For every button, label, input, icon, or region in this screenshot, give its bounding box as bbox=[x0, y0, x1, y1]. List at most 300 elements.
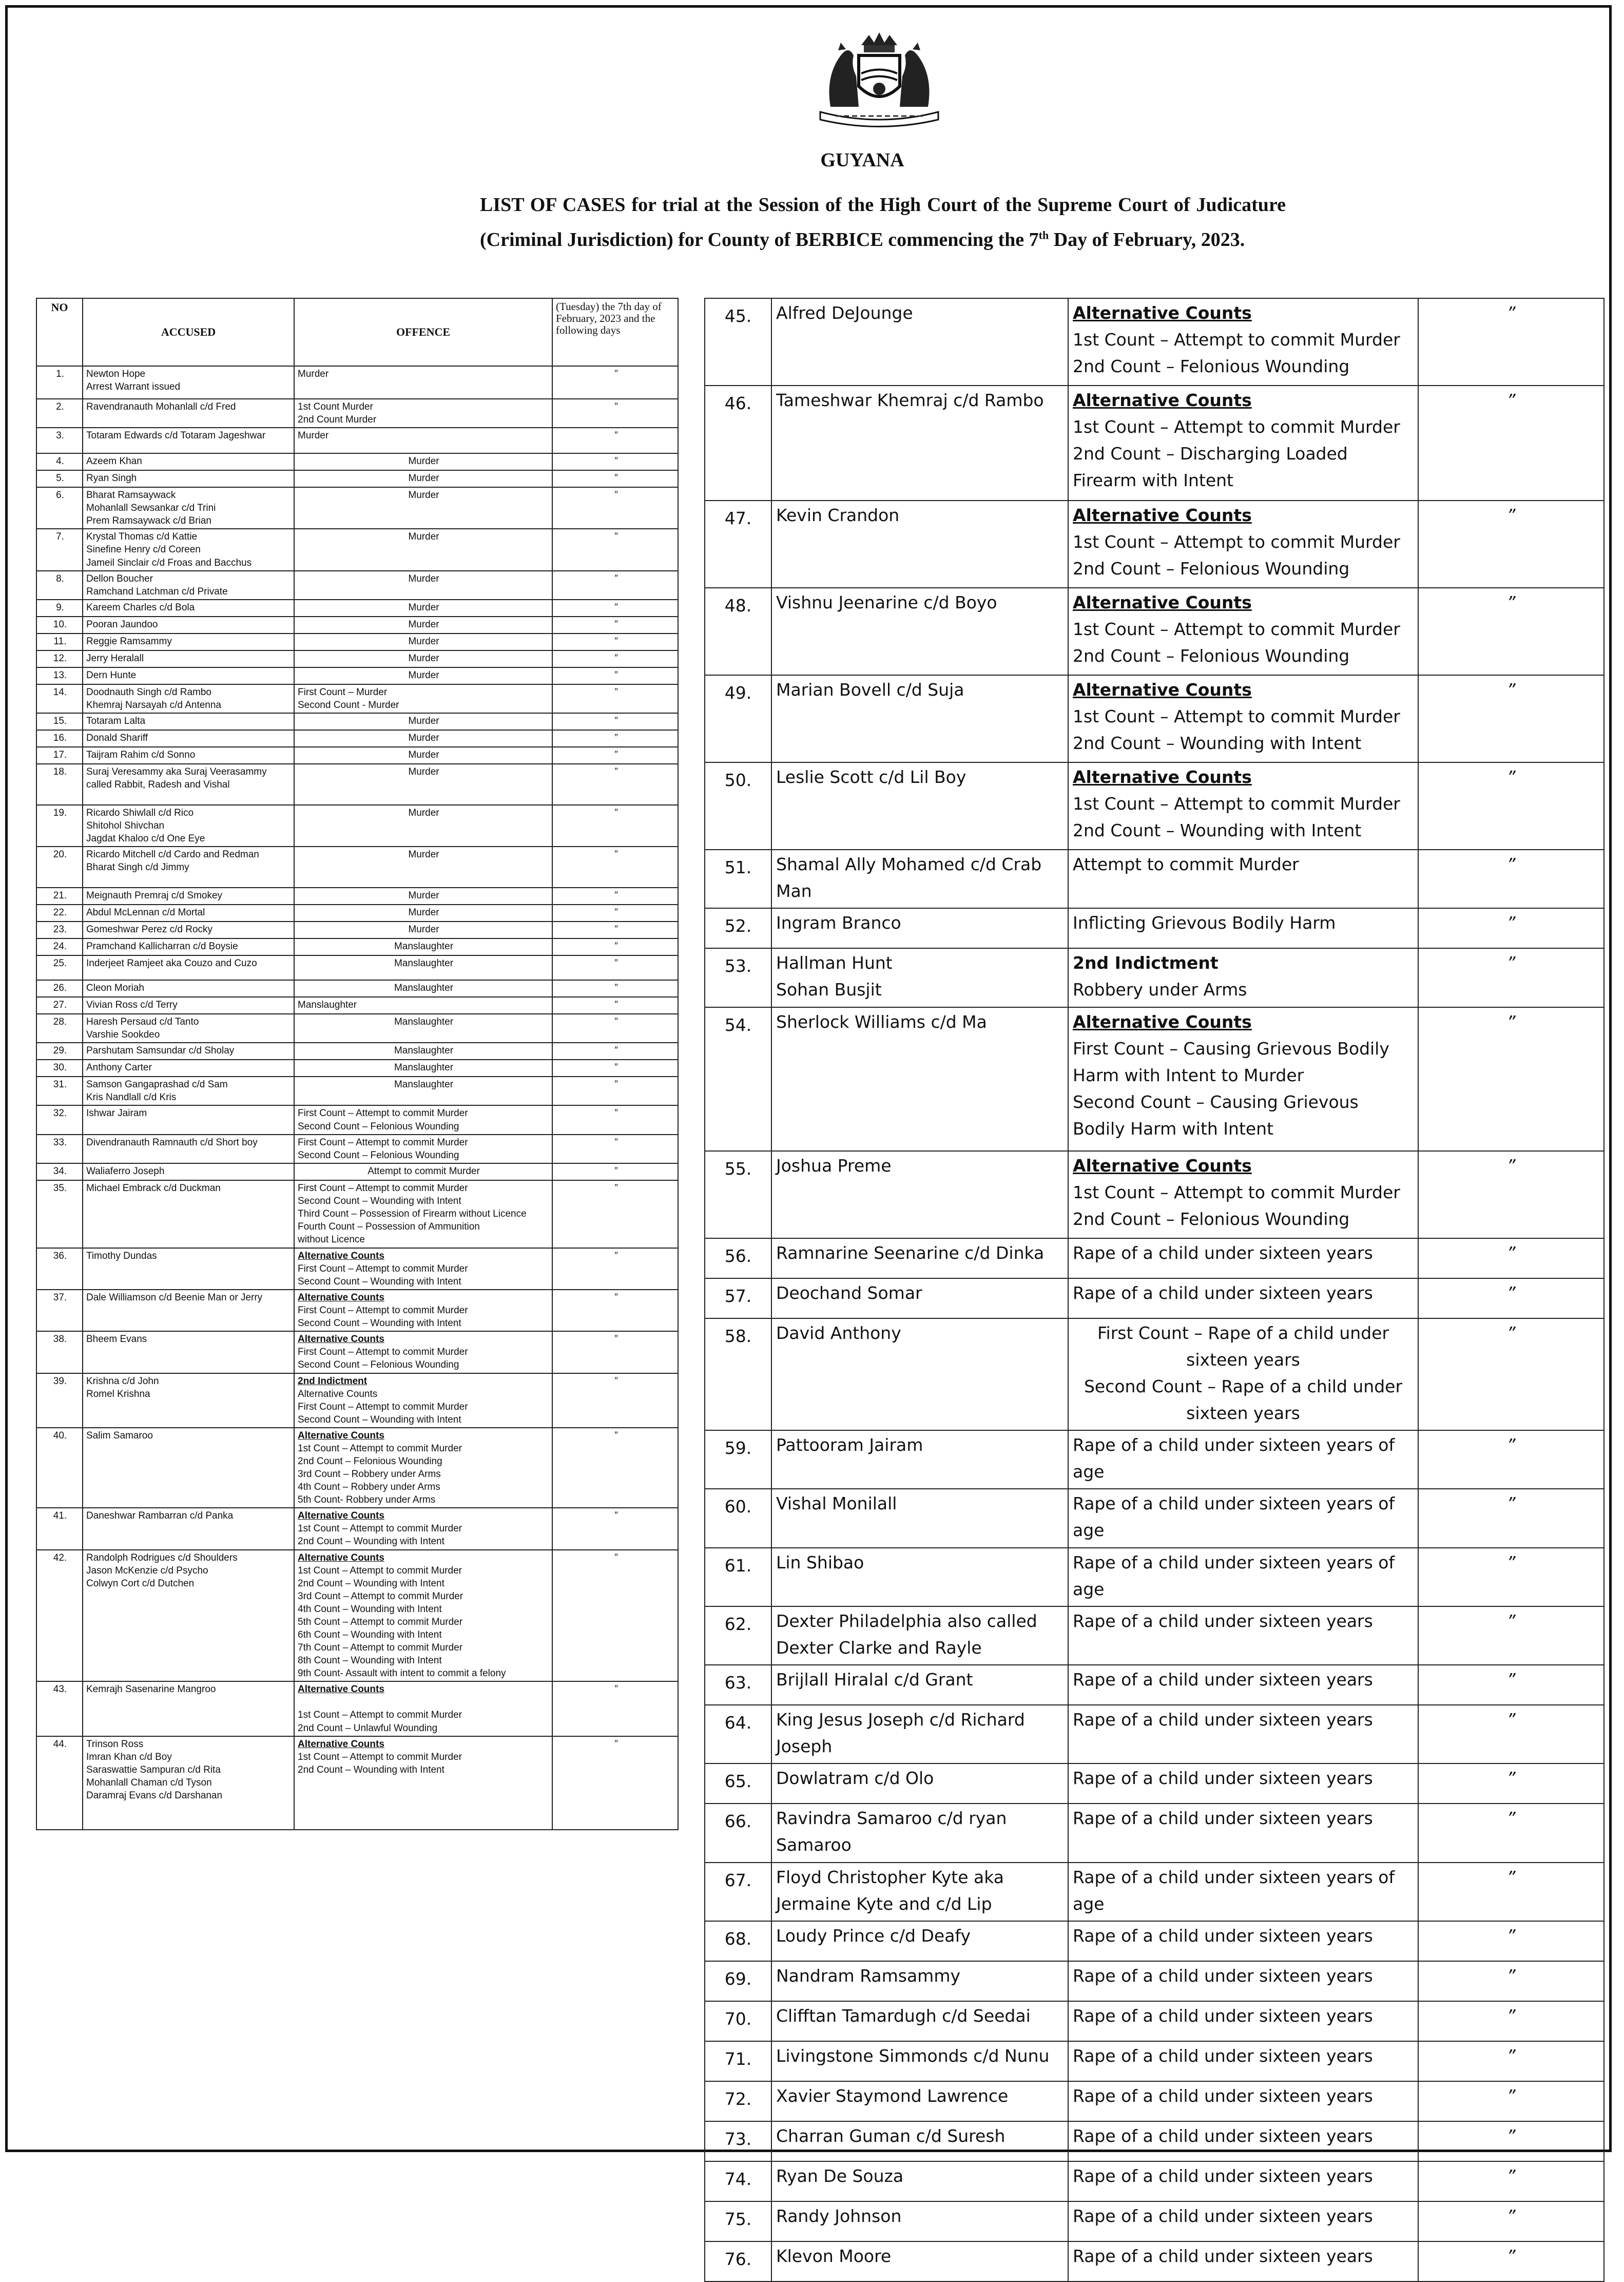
offence-cell bbox=[1068, 2121, 1418, 2161]
offence-cell bbox=[1068, 1548, 1418, 1606]
offence-heading: Alternative Counts bbox=[298, 1684, 384, 1695]
accused-names: Parshutam Samsundar c/d Sholay bbox=[83, 1043, 294, 1060]
case-row bbox=[36, 713, 678, 730]
offence-heading: Alternative Counts bbox=[1073, 505, 1252, 525]
case-row bbox=[705, 2121, 1604, 2161]
case-row bbox=[36, 1290, 678, 1331]
offence-cell bbox=[294, 1135, 552, 1163]
ditto-mark: ” bbox=[1418, 2121, 1604, 2161]
case-number: 22. bbox=[36, 905, 83, 922]
case-row bbox=[705, 588, 1604, 675]
ditto-mark: ” bbox=[552, 730, 678, 747]
offence-cell bbox=[1068, 1151, 1418, 1238]
case-number: 26. bbox=[36, 980, 83, 997]
case-row bbox=[705, 2161, 1604, 2201]
offence-text: Murder bbox=[298, 430, 329, 442]
case-row bbox=[705, 850, 1604, 908]
ditto-mark: ” bbox=[1418, 1763, 1604, 1804]
case-number: 55. bbox=[705, 1151, 771, 1238]
accused-names: Suraj Veresammy aka Suraj Veerasammy called Rabbit, Radesh and Vishal bbox=[83, 764, 294, 805]
accused-names: Inderjeet Ramjeet aka Couzo and Cuzo bbox=[83, 955, 294, 980]
ditto-mark: ” bbox=[1418, 1961, 1604, 2001]
case-row bbox=[36, 747, 678, 764]
offence-text: Murder bbox=[408, 890, 439, 902]
case-number: 13. bbox=[36, 667, 83, 684]
case-number: 14. bbox=[36, 684, 83, 713]
document-title: LIST OF CASES for trial at the Session of the High Court of the Supreme Court of Judicature (Criminal Jurisdiction) for County of BERBICE commencing the 7th Day of February, 2023. bbox=[480, 194, 1286, 251]
offence-heading: Alternative Counts bbox=[298, 1510, 384, 1522]
ditto-mark: ” bbox=[552, 428, 678, 453]
ditto-mark: ” bbox=[1418, 1863, 1604, 1921]
case-number: 17. bbox=[36, 747, 83, 764]
accused-names: Vivian Ross c/d Terry bbox=[83, 997, 294, 1014]
case-row bbox=[705, 2081, 1604, 2121]
offence-cell bbox=[1068, 386, 1418, 501]
ditto-mark: ” bbox=[1418, 1238, 1604, 1278]
case-row bbox=[36, 905, 678, 922]
case-row bbox=[36, 847, 678, 888]
ditto-mark: ” bbox=[1418, 908, 1604, 948]
offence-text: Rape of a child under sixteen years of age bbox=[1073, 1552, 1395, 1599]
accused-names: Ryan De Souza bbox=[771, 2161, 1068, 2201]
case-row bbox=[705, 1151, 1604, 1238]
case-number: 56. bbox=[705, 1238, 771, 1278]
case-row bbox=[705, 1863, 1604, 1921]
ditto-mark: ” bbox=[552, 1290, 678, 1331]
offence-heading: Alternative Counts bbox=[1073, 592, 1252, 612]
case-row bbox=[36, 1331, 678, 1373]
offence-cell bbox=[294, 428, 552, 453]
offence-text: Rape of a child under sixteen years bbox=[1073, 2085, 1373, 2106]
offence-cell bbox=[1068, 1489, 1418, 1547]
offence-cell bbox=[1068, 1763, 1418, 1804]
offence-cell bbox=[294, 1180, 552, 1248]
offence-cell bbox=[1068, 908, 1418, 948]
offence-cell bbox=[294, 938, 552, 955]
offence-cell bbox=[1068, 1278, 1418, 1318]
accused-names: Ingram Branco bbox=[771, 908, 1068, 948]
case-row bbox=[705, 1606, 1604, 1665]
offence-text: 1st Count – Attempt to commit Murder 2nd Count – Wounding with Intent bbox=[1073, 794, 1400, 841]
accused-names: Marian Bovell c/d Suja bbox=[771, 675, 1068, 762]
case-row bbox=[705, 298, 1604, 386]
offence-cell bbox=[1068, 1804, 1418, 1862]
case-row bbox=[36, 1163, 678, 1180]
case-number: 1. bbox=[36, 366, 83, 399]
accused-names: Tameshwar Khemraj c/d Rambo bbox=[771, 386, 1068, 501]
offence-cell bbox=[294, 1060, 552, 1077]
case-row bbox=[36, 1550, 678, 1682]
offence-heading: Alternative Counts bbox=[1073, 767, 1252, 787]
accused-names: Klevon Moore bbox=[771, 2241, 1068, 2281]
accused-names: Pooran Jaundoo bbox=[83, 617, 294, 634]
offence-cell bbox=[1068, 588, 1418, 675]
offence-cell bbox=[294, 1105, 552, 1134]
accused-names: Dale Williamson c/d Beenie Man or Jerry bbox=[83, 1290, 294, 1331]
accused-names: Samson Gangaprashad c/d Sam Kris Nandlall c/d Kris bbox=[83, 1077, 294, 1105]
accused-names: Meignauth Premraj c/d Smokey bbox=[83, 888, 294, 905]
offence-cell bbox=[294, 1508, 552, 1549]
offence-cell bbox=[1068, 1665, 1418, 1705]
accused-names: Dowlatram c/d Olo bbox=[771, 1763, 1068, 1804]
offence-text: Rape of a child under sixteen years bbox=[1073, 1768, 1373, 1789]
ditto-mark: ” bbox=[552, 529, 678, 570]
case-row bbox=[36, 1135, 678, 1163]
accused-names: Krishna c/d John Romel Krishna bbox=[83, 1373, 294, 1428]
offence-text: First Count – Attempt to commit Murder Second Count – Wounding with Intent Third Count – Possession of Firearm without Licence Fourth Count – Possession of Ammunition without Licence bbox=[298, 1182, 527, 1245]
case-row bbox=[705, 1961, 1604, 2001]
case-row bbox=[36, 634, 678, 650]
offence-cell bbox=[294, 1373, 552, 1428]
offence-cell bbox=[1068, 1961, 1418, 2001]
ditto-mark: ” bbox=[1418, 1151, 1604, 1238]
accused-names: Lin Shibao bbox=[771, 1548, 1068, 1606]
accused-names: Bheem Evans bbox=[83, 1331, 294, 1373]
offence-text: Manslaughter bbox=[298, 1000, 357, 1011]
case-number: 45. bbox=[705, 298, 771, 386]
case-number: 20. bbox=[36, 847, 83, 888]
offence-text: First Count – Attempt to commit Murder Second Count – Wounding with Intent bbox=[298, 1305, 468, 1329]
offence-cell bbox=[294, 1428, 552, 1508]
offence-text: 1st Count Murder 2nd Count Murder bbox=[298, 401, 377, 426]
case-row bbox=[36, 1508, 678, 1549]
offence-cell bbox=[294, 650, 552, 667]
case-number: 39. bbox=[36, 1373, 83, 1428]
accused-names: Dellon Boucher Ramchand Latchman c/d Private bbox=[83, 571, 294, 600]
case-row bbox=[705, 1238, 1604, 1278]
case-number: 9. bbox=[36, 600, 83, 617]
case-row bbox=[705, 1705, 1604, 1763]
offence-text: 1st Count – Attempt to commit Murder 2nd Count – Discharging Loaded Firearm with Intent bbox=[1073, 417, 1400, 491]
accused-names: Brijlall Hiralal c/d Grant bbox=[771, 1665, 1068, 1705]
col-header-trial-date: (Tuesday) the 7th day of February, 2023 and the following days bbox=[552, 298, 678, 366]
accused-names: Ramnarine Seenarine c/d Dinka bbox=[771, 1238, 1068, 1278]
ditto-mark: ” bbox=[552, 1135, 678, 1163]
offence-heading: 2nd Indictment bbox=[1073, 953, 1219, 973]
case-number: 42. bbox=[36, 1550, 83, 1682]
offence-text: Murder bbox=[408, 473, 439, 484]
offence-text: Rape of a child under sixteen years bbox=[1073, 1710, 1373, 1730]
case-row bbox=[705, 1548, 1604, 1606]
case-row bbox=[36, 1428, 678, 1508]
offence-cell bbox=[294, 617, 552, 634]
ditto-mark: ” bbox=[552, 1373, 678, 1428]
case-number: 36. bbox=[36, 1248, 83, 1290]
ditto-mark: ” bbox=[552, 713, 678, 730]
country-heading: GUYANA bbox=[820, 149, 904, 171]
ditto-mark: ” bbox=[552, 747, 678, 764]
case-number: 65. bbox=[705, 1763, 771, 1804]
offence-cell bbox=[294, 747, 552, 764]
case-number: 2. bbox=[36, 399, 83, 428]
case-row bbox=[705, 2201, 1604, 2241]
ditto-mark: ” bbox=[1418, 1489, 1604, 1547]
ditto-mark: ” bbox=[552, 617, 678, 634]
ditto-mark: ” bbox=[552, 453, 678, 470]
accused-names: Ricardo Mitchell c/d Cardo and Redman Bharat Singh c/d Jimmy bbox=[83, 847, 294, 888]
ditto-mark: ” bbox=[552, 1248, 678, 1290]
offence-cell bbox=[294, 634, 552, 650]
offence-heading: 2nd Indictment bbox=[298, 1375, 368, 1387]
accused-names: Pramchand Kallicharran c/d Boysie bbox=[83, 938, 294, 955]
offence-cell bbox=[1068, 1921, 1418, 1961]
offence-text: Rape of a child under sixteen years bbox=[1073, 1282, 1373, 1303]
accused-names: Ricardo Shiwlall c/d Rico Shitohol Shivchan Jagdat Khaloo c/d One Eye bbox=[83, 805, 294, 847]
accused-names: Livingstone Simmonds c/d Nunu bbox=[771, 2041, 1068, 2081]
offence-text: First Count – Attempt to commit Murder Second Count – Felonious Wounding bbox=[298, 1137, 468, 1161]
case-number: 11. bbox=[36, 634, 83, 650]
offence-cell bbox=[294, 730, 552, 747]
ditto-mark: ” bbox=[552, 399, 678, 428]
case-number: 62. bbox=[705, 1606, 771, 1665]
offence-cell bbox=[1068, 1705, 1418, 1763]
case-number: 53. bbox=[705, 948, 771, 1007]
case-row bbox=[36, 1180, 678, 1248]
case-number: 70. bbox=[705, 2001, 771, 2041]
case-number: 67. bbox=[705, 1863, 771, 1921]
ditto-mark: ” bbox=[552, 1105, 678, 1134]
offence-text: 1st Count – Attempt to commit Murder 2nd Count – Wounding with Intent bbox=[1073, 706, 1400, 754]
case-number: 54. bbox=[705, 1007, 771, 1151]
offence-cell bbox=[294, 453, 552, 470]
case-number: 50. bbox=[705, 762, 771, 850]
case-number: 41. bbox=[36, 1508, 83, 1549]
ditto-mark: ” bbox=[1418, 588, 1604, 675]
case-row bbox=[36, 399, 678, 428]
case-row bbox=[705, 1007, 1604, 1151]
ditto-mark: ” bbox=[552, 847, 678, 888]
case-row bbox=[705, 1665, 1604, 1705]
ditto-mark: ” bbox=[552, 955, 678, 980]
case-number: 24. bbox=[36, 938, 83, 955]
offence-text: Manslaughter bbox=[394, 983, 454, 994]
accused-names: Ryan Singh bbox=[83, 470, 294, 487]
accused-names: Doodnauth Singh c/d Rambo Khemraj Narsayah c/d Antenna bbox=[83, 684, 294, 713]
case-number: 30. bbox=[36, 1060, 83, 1077]
ditto-mark: ” bbox=[552, 1180, 678, 1248]
case-number: 52. bbox=[705, 908, 771, 948]
ditto-mark: ” bbox=[552, 938, 678, 955]
offence-text: First Count – Attempt to commit Murder Second Count – Felonious Wounding bbox=[298, 1347, 468, 1371]
accused-names: Anthony Carter bbox=[83, 1060, 294, 1077]
case-number: 29. bbox=[36, 1043, 83, 1060]
ditto-mark: ” bbox=[1418, 2241, 1604, 2281]
case-number: 10. bbox=[36, 617, 83, 634]
offence-text: Manslaughter bbox=[394, 1017, 454, 1028]
cases-table-right bbox=[704, 298, 1604, 2282]
accused-names: Trinson Ross Imran Khan c/d Boy Saraswattie Sampuran c/d Rita Mohanlall Chaman c/d Tyson Daramraj Evans c/d Darshanan bbox=[83, 1736, 294, 1830]
ditto-mark: ” bbox=[552, 1736, 678, 1830]
accused-names: Kevin Crandon bbox=[771, 501, 1068, 588]
offence-text: Manslaughter bbox=[394, 941, 454, 952]
ditto-mark: ” bbox=[552, 1681, 678, 1736]
ditto-mark: ” bbox=[552, 667, 678, 684]
offence-text: Murder bbox=[408, 715, 439, 726]
case-number: 4. bbox=[36, 453, 83, 470]
accused-names: Salim Samaroo bbox=[83, 1428, 294, 1508]
case-number: 57. bbox=[705, 1278, 771, 1318]
offence-cell bbox=[294, 684, 552, 713]
case-row bbox=[36, 667, 678, 684]
offence-cell bbox=[1068, 2081, 1418, 2121]
offence-cell bbox=[294, 1043, 552, 1060]
case-row bbox=[36, 650, 678, 667]
case-row bbox=[36, 366, 678, 399]
ditto-mark: ” bbox=[1418, 1606, 1604, 1665]
ditto-mark: ” bbox=[1418, 2001, 1604, 2041]
offence-text: Murder bbox=[408, 732, 439, 743]
case-row bbox=[36, 571, 678, 600]
accused-names: Haresh Persaud c/d Tanto Varshie Sookdeo bbox=[83, 1014, 294, 1043]
accused-names: Timothy Dundas bbox=[83, 1248, 294, 1290]
ditto-mark: ” bbox=[1418, 298, 1604, 386]
case-row bbox=[36, 453, 678, 470]
offence-text: Rape of a child under sixteen years bbox=[1073, 1965, 1373, 1986]
case-row bbox=[36, 955, 678, 980]
offence-text: Murder bbox=[408, 907, 439, 918]
offence-cell bbox=[294, 1290, 552, 1331]
accused-names: Bharat Ramsaywack Mohanlall Sewsankar c/d Trini Prem Ramsaywack c/d Brian bbox=[83, 487, 294, 529]
case-row bbox=[36, 888, 678, 905]
accused-names: Vishnu Jeenarine c/d Boyo bbox=[771, 588, 1068, 675]
offence-cell bbox=[294, 713, 552, 730]
accused-names: Gomeshwar Perez c/d Rocky bbox=[83, 922, 294, 938]
offence-cell bbox=[294, 955, 552, 980]
case-row bbox=[36, 684, 678, 713]
accused-names: Abdul McLennan c/d Mortal bbox=[83, 905, 294, 922]
accused-names: Donald Shariff bbox=[83, 730, 294, 747]
ditto-mark: ” bbox=[552, 1331, 678, 1373]
offence-text: Rape of a child under sixteen years bbox=[1073, 2045, 1373, 2066]
offence-text: Murder bbox=[408, 807, 439, 818]
case-row bbox=[705, 1489, 1604, 1547]
ditto-mark: ” bbox=[1418, 1921, 1604, 1961]
ditto-mark: ” bbox=[1418, 1548, 1604, 1606]
offence-cell bbox=[1068, 1238, 1418, 1278]
col-header-accused: ACCUSED bbox=[83, 298, 294, 366]
accused-names: Hallman Hunt Sohan Busjit bbox=[771, 948, 1068, 1007]
accused-names: Floyd Christopher Kyte aka Jermaine Kyte and c/d Lip bbox=[771, 1863, 1068, 1921]
col-header-no: NO bbox=[36, 298, 83, 366]
offence-text: Manslaughter bbox=[394, 958, 454, 969]
case-number: 49. bbox=[705, 675, 771, 762]
offence-text: Rape of a child under sixteen years bbox=[1073, 2165, 1373, 2186]
accused-names: Totaram Lalta bbox=[83, 713, 294, 730]
accused-names: Charran Guman c/d Suresh bbox=[771, 2121, 1068, 2161]
accused-names: Randy Johnson bbox=[771, 2201, 1068, 2241]
offence-text: First Count – Attempt to commit Murder Second Count – Wounding with Intent bbox=[298, 1263, 468, 1287]
case-number: 33. bbox=[36, 1135, 83, 1163]
case-row bbox=[705, 1278, 1604, 1318]
ditto-mark: ” bbox=[1418, 1705, 1604, 1763]
offence-text: Murder bbox=[408, 636, 439, 647]
case-row bbox=[36, 487, 678, 529]
case-row bbox=[36, 805, 678, 847]
ditto-mark: ” bbox=[1418, 1318, 1604, 1431]
accused-names: Reggie Ramsammy bbox=[83, 634, 294, 650]
ditto-mark: ” bbox=[552, 1014, 678, 1043]
case-row bbox=[36, 730, 678, 747]
ditto-mark: ” bbox=[552, 805, 678, 847]
ditto-mark: ” bbox=[1418, 1430, 1604, 1489]
offence-cell bbox=[1068, 850, 1418, 908]
case-row bbox=[705, 2001, 1604, 2041]
offence-cell bbox=[294, 980, 552, 997]
offence-text: 1st Count – Attempt to commit Murder 2nd Count – Felonious Wounding bbox=[1073, 1182, 1400, 1229]
offence-text: 1st Count – Attempt to commit Murder 2nd Count – Felonious Wounding bbox=[1073, 619, 1400, 666]
case-number: 35. bbox=[36, 1180, 83, 1248]
offence-text: Murder bbox=[408, 531, 439, 543]
offence-text: 1st Count – Attempt to commit Murder 2nd Count – Felonious Wounding bbox=[1073, 532, 1400, 579]
offence-cell bbox=[1068, 2241, 1418, 2281]
ditto-mark: ” bbox=[552, 764, 678, 805]
ditto-mark: ” bbox=[1418, 2201, 1604, 2241]
offence-text: Murder bbox=[408, 653, 439, 664]
offence-text: Attempt to commit Murder bbox=[368, 1165, 480, 1177]
offence-cell bbox=[294, 470, 552, 487]
accused-names: Ravindra Samaroo c/d ryan Samaroo bbox=[771, 1804, 1068, 1862]
offence-cell bbox=[294, 487, 552, 529]
cases-table-left bbox=[36, 298, 679, 1830]
case-row bbox=[705, 2241, 1604, 2281]
offence-cell bbox=[294, 888, 552, 905]
case-number: 74. bbox=[705, 2161, 771, 2201]
case-row bbox=[36, 1373, 678, 1428]
accused-names: Cleon Moriah bbox=[83, 980, 294, 997]
accused-names: Nandram Ramsammy bbox=[771, 1961, 1068, 2001]
case-number: 16. bbox=[36, 730, 83, 747]
case-row bbox=[705, 1318, 1604, 1431]
offence-text: 1st Count – Attempt to commit Murder 2nd Count – Wounding with Intent 3rd Count – Attempt to commit Murder 4th Count – Wounding with Intent 5th Count – Attempt to commit Murder 6th Count – Wounding with Intent 7th Count – Attempt to commit Murder 8th Count – Wounding with Intent 9th Count- Assault with intent to commit a felony bbox=[298, 1565, 506, 1679]
offence-text: First Count – Causing Grievous Bodily Harm with Intent to Murder Second Count – Causing Grievous Bodily Harm with Intent bbox=[1073, 1038, 1389, 1139]
offence-heading: Alternative Counts bbox=[1073, 303, 1252, 323]
case-row bbox=[36, 1248, 678, 1290]
offence-cell bbox=[1068, 1863, 1418, 1921]
case-number: 60. bbox=[705, 1489, 771, 1547]
case-row bbox=[36, 529, 678, 570]
accused-names: Loudy Prince c/d Deafy bbox=[771, 1921, 1068, 1961]
case-number: 12. bbox=[36, 650, 83, 667]
accused-names: Divendranauth Ramnauth c/d Short boy bbox=[83, 1135, 294, 1163]
offence-cell bbox=[294, 600, 552, 617]
offence-text: Rape of a child under sixteen years bbox=[1073, 1610, 1373, 1631]
ditto-mark: ” bbox=[1418, 386, 1604, 501]
offence-heading: Alternative Counts bbox=[1073, 680, 1252, 700]
offence-text: Rape of a child under sixteen years bbox=[1073, 1808, 1373, 1829]
ditto-mark: ” bbox=[552, 980, 678, 997]
offence-cell bbox=[294, 399, 552, 428]
ditto-mark: ” bbox=[552, 905, 678, 922]
offence-cell bbox=[1068, 948, 1418, 1007]
offence-cell bbox=[294, 1681, 552, 1736]
accused-names: Krystal Thomas c/d Kattie Sinefine Henry c/d Coreen Jameil Sinclair c/d Froas and Bacchus bbox=[83, 529, 294, 570]
offence-heading: Alternative Counts bbox=[1073, 1155, 1252, 1176]
offence-cell bbox=[1068, 501, 1418, 588]
offence-text: Murder bbox=[408, 766, 439, 777]
case-row bbox=[705, 1763, 1604, 1804]
ditto-mark: ” bbox=[1418, 1804, 1604, 1862]
case-row bbox=[36, 980, 678, 997]
offence-text: Manslaughter bbox=[394, 1062, 454, 1073]
offence-cell bbox=[294, 805, 552, 847]
case-number: 21. bbox=[36, 888, 83, 905]
offence-text: Murder bbox=[408, 924, 439, 935]
ditto-mark: ” bbox=[1418, 850, 1604, 908]
case-number: 34. bbox=[36, 1163, 83, 1180]
offence-cell bbox=[294, 1550, 552, 1682]
ditto-mark: ” bbox=[1418, 1007, 1604, 1151]
offence-text: Murder bbox=[408, 573, 439, 584]
